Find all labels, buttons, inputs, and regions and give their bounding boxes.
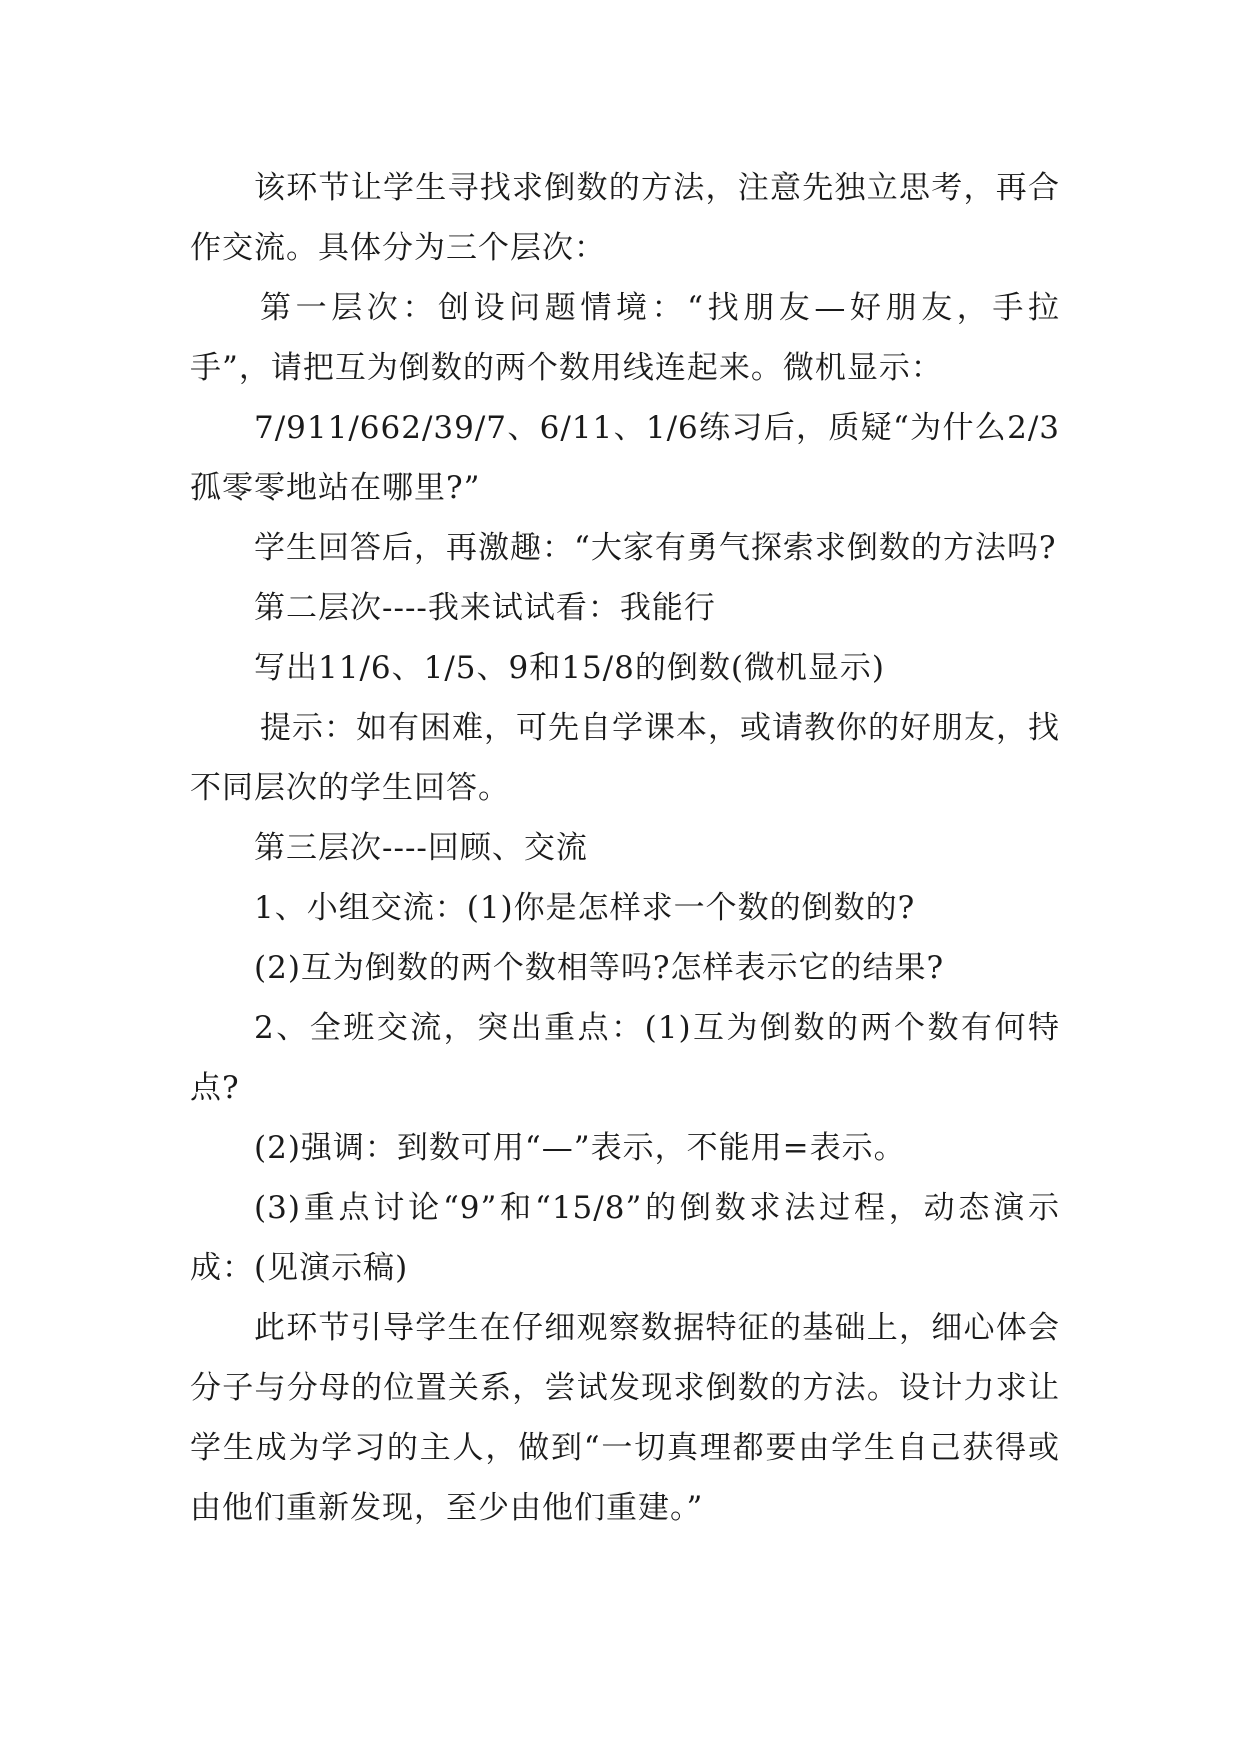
- document-body: [190, 158, 1060, 1538]
- paragraph-intro: 该环节让学生寻找求倒数的方法，注意先独立思考，再合作交流。具体分为三个层次：: [190, 170, 1060, 266]
- paragraph-class-discussion: 2、全班交流，突出重点：(1)互为倒数的两个数有何特点?: [190, 1010, 1060, 1106]
- paragraph-group-question-two: (2)互为倒数的两个数相等吗?怎样表示它的结果?: [254, 950, 945, 986]
- paragraph-level-two: 第二层次----我来试试看：我能行: [254, 590, 716, 626]
- paragraph-key-discussion: (3)重点讨论“9”和“15/8”的倒数求法过程，动态演示成：(见演示稿): [190, 1190, 1060, 1286]
- paragraph-hint: 提示：如有困难，可先自学课本，或请教你的好朋友，找不同层次的学生回答。: [190, 710, 1060, 806]
- paragraph-group-discussion: 1、小组交流：(1)你是怎样求一个数的倒数的?: [254, 890, 916, 926]
- paragraph-practice-question: 7/911/662/39/7、6/11、1/6练习后，质疑“为什么2/3孤零零地站在哪里?”: [190, 410, 1060, 506]
- paragraph-summary: 此环节引导学生在仔细观察数据特征的基础上，细心体会分子与分母的位置关系，尝试发现求倒数的方法。设计力求让学生成为学习的主人，做到“一切真理都要由学生自己获得或由他们重新发现，至少由他们重建。”: [190, 1310, 1060, 1526]
- paragraph-emphasis: (2)强调：到数可用“—”表示，不能用=表示。: [254, 1130, 906, 1166]
- paragraph-level-one: 第一层次：创设问题情境：“找朋友—好朋友，手拉手”，请把互为倒数的两个数用线连起来。微机显示：: [190, 290, 1060, 386]
- paragraph-student-answer: 学生回答后，再激趣：“大家有勇气探索求倒数的方法吗?: [254, 530, 1057, 566]
- paragraph-write-reciprocals: 写出11/6、1/5、9和15/8的倒数(微机显示): [254, 650, 886, 686]
- paragraph-level-three: 第三层次----回顾、交流: [254, 830, 588, 866]
